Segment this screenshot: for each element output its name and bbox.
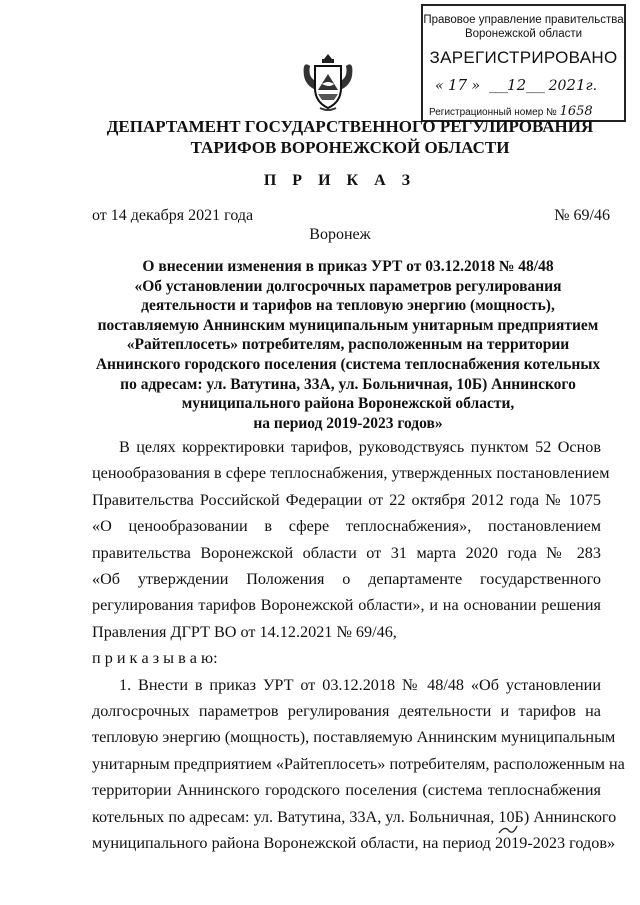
stamp-day: 17 (448, 76, 468, 94)
stamp-reg-value: 1658 (559, 104, 593, 119)
stamp-organization (423, 13, 624, 41)
body-line: «Об утверждении Положения о департаменте государственного (92, 570, 601, 589)
stamp-year-end: г. (585, 78, 598, 94)
body-line: В целях корректировки тарифов, руководствуясь пунктом 52 Основ (119, 438, 601, 456)
document-date: от 14 декабря 2021 года (92, 207, 254, 224)
document-body (92, 434, 625, 857)
subject-line: О внесении изменения в приказ УРТ от 03.12.2018 № 48/48 (142, 258, 554, 275)
stamp-org-line2: Воронежской области (464, 28, 583, 40)
body-line: муниципального района Воронежской области, на период 2019-2023 годов» (92, 834, 616, 853)
body-line: долгосрочных параметров регулирования деятельности и тарифов на (92, 702, 601, 721)
body-line: тепловую энергию (мощность), поставляемую Аннинским муниципальным (92, 728, 616, 747)
subject-line: Аннинского городского поселения (система теплоснабжения котельных (95, 355, 601, 373)
department-line2: ТАРИФОВ ВОРОНЕЖСКОЙ ОБЛАСТИ (190, 138, 510, 157)
subject-line: «Райтеплосеть» потребителям, расположенным на территории (126, 336, 570, 354)
subject-line: на период 2019-2023 годов» (253, 414, 443, 432)
body-line: территории Аннинского городского поселения (система теплоснабжения (92, 781, 601, 800)
body-line: «О ценообразовании в сфере теплоснабжения», постановлением (92, 517, 601, 536)
body-line: регулирования тарифов Воронежской области», и на основании решения (92, 596, 601, 615)
body-line: Правительства Российской Федерации от 22 октября 2012 года № 1075 (92, 490, 601, 509)
stamp-year-prefix: 20 (548, 78, 567, 94)
subject-line: деятельности и тарифов на тепловую энергию (мощность), (141, 297, 555, 315)
document-type: П Р И К А З (263, 172, 417, 189)
body-line: Правления ДГРТ ВО от 14.12.2021 № 69/46, (92, 622, 397, 641)
stamp-year-suffix: 21 (566, 76, 586, 94)
subject-line: «Об установлении долгосрочных параметров регулирования (134, 277, 562, 295)
department-title (100, 116, 600, 158)
stamp-reg-label: Регистрационный номер № (429, 107, 557, 118)
department-line1: ДЕПАРТАМЕНТ ГОСУДАРСТВЕННОГО РЕГУЛИРОВАНИЯ (106, 117, 594, 136)
body-line: правительства Воронежской области от 31 марта 2020 года № 283 (92, 543, 601, 562)
registration-stamp (421, 4, 626, 122)
handwritten-mark-icon (497, 823, 519, 837)
document-number: № 69/46 (554, 207, 610, 224)
coat-of-arms-icon (300, 50, 356, 112)
stamp-date: « 17 » ___12___ 2021г. (435, 76, 598, 94)
body-line: котельных по адресам: ул. Ватутина, 33А, ул. Больничная, 10Б) Аннинского (92, 807, 617, 826)
subject-line: муниципального района Воронежской области, (181, 395, 515, 413)
order-word: п р и к а з ы в а ю: (92, 649, 218, 668)
subject-line: по адресам: ул. Ватутина, 33А, ул. Больничная, 10Б) Аннинского (120, 375, 576, 393)
stamp-month: 12 (507, 76, 527, 94)
subject-line: поставляемую Аннинским муниципальным унитарным предприятием (97, 316, 599, 334)
body-line: 1. Внести в приказ УРТ от 03.12.2018 № 48/48 «Об установлении (119, 675, 601, 694)
document-city: Воронеж (309, 226, 371, 243)
stamp-org-line1: Правовое управление правительства (423, 14, 624, 26)
body-line: ценообразования в сфере теплоснабжения, утвержденных постановлением (92, 464, 610, 483)
document-subject (92, 257, 604, 433)
stamp-status: ЗАРЕГИСТРИРОВАНО (429, 48, 618, 67)
body-line: унитарным предприятием «Райтеплосеть» потребителям, расположенным на (92, 754, 625, 773)
